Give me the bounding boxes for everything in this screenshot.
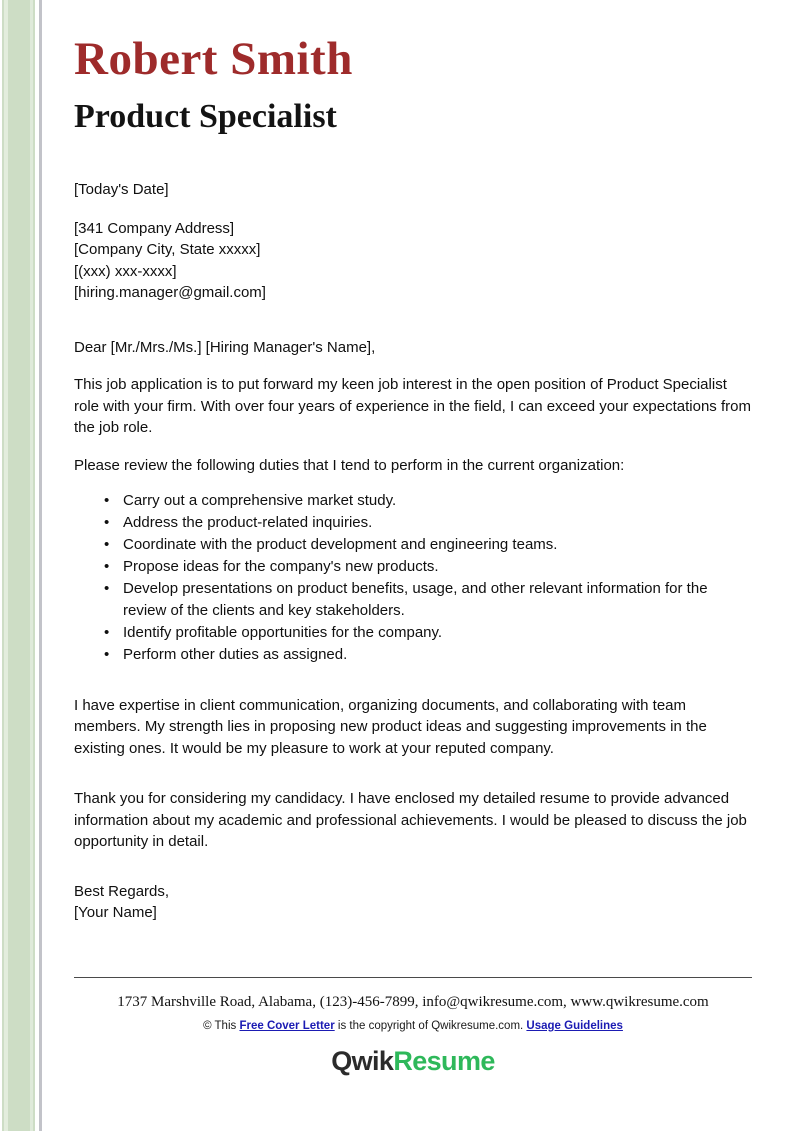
recipient-phone-line: [(xxx) xxx-xxxx] [74, 262, 177, 280]
logo-text-qwik: Qwik [331, 1046, 394, 1076]
list-item-text: Identify profitable opportunities for the company. [123, 623, 443, 641]
page-footer [74, 977, 752, 1077]
footer-copyright [74, 1011, 752, 1032]
bullet-icon: • [104, 536, 110, 553]
list-item [74, 512, 754, 534]
recipient-block [74, 201, 754, 304]
list-item-text: Develop presentations on product benefits, usage, and other relevant information for the review of the clients and key stakeholders. [123, 580, 708, 619]
date-line: [Today's Date] [74, 181, 169, 198]
bullet-icon: • [104, 514, 110, 531]
footer-address: 1737 Marshville Road, Alabama, (123)-456-7899, info@qwikresume.com, www.qwikresume.com [117, 994, 709, 1010]
list-item-text: Propose ideas for the company's new products. [123, 558, 439, 575]
list-item [74, 644, 754, 666]
sidebar-highlight-right [30, 0, 33, 1131]
signature-name: [Your Name] [74, 904, 157, 921]
list-item [74, 556, 754, 578]
list-item-text: Perform other duties as assigned. [123, 645, 348, 663]
list-item [74, 578, 754, 622]
list-item-text: Address the product-related inquiries. [123, 514, 373, 531]
list-item-text: Carry out a comprehensive market study. [123, 492, 397, 509]
recipient-city-line: [Company City, State xxxxx] [74, 241, 261, 258]
expertise-paragraph: I have expertise in client communication, organizing documents, and collaborating with team members. My strength lies in proposing new product ideas and suggesting improvements in the existing ones. It would be my pleasure to work at your reputed company. [74, 696, 707, 757]
signoff-block [74, 853, 754, 924]
list-item-text: Coordinate with the product development and engineering teams. [123, 536, 558, 553]
list-item [74, 490, 754, 512]
sidebar-highlight-left [4, 0, 8, 1131]
closing-paragraph: Thank you for considering my candidacy. I have enclosed my detailed resume to provide advanced information about my academic and professional achievements. I would be pleased to discuss the job opportunity in detail. [74, 790, 747, 850]
duties-intro: Please review the following duties that I tend to perform in the current organization: [74, 456, 625, 474]
salutation: Dear [Mr./Mrs./Ms.] [Hiring Manager's Name], [74, 338, 376, 356]
intro-paragraph: This job application is to put forward my keen job interest in the open position of Product Specialist role with your firm. With over four years of experience in the field, I can exceed your expectations from the job role. [74, 376, 751, 436]
qwikresume-logo[interactable] [74, 1032, 752, 1077]
copyright-prefix: © This [203, 1020, 240, 1032]
recipient-address-line: [341 Company Address] [74, 219, 235, 237]
bullet-icon: • [104, 645, 110, 663]
candidate-job-title: Product Specialist [74, 98, 337, 135]
recipient-email-line: [hiring.manager@gmail.com] [74, 284, 266, 301]
decorative-sidebar [0, 0, 44, 1131]
signoff-text: Best Regards, [74, 882, 170, 900]
bullet-icon: • [104, 580, 110, 597]
free-cover-letter-link[interactable]: Free Cover Letter [239, 1020, 335, 1032]
candidate-name: Robert Smith [74, 33, 353, 85]
usage-guidelines-link[interactable]: Usage Guidelines [526, 1020, 623, 1032]
list-item [74, 534, 754, 556]
bullet-icon: • [104, 558, 110, 575]
letter-content [74, 0, 754, 924]
copyright-middle: is the copyright of Qwikresume.com. [334, 1020, 527, 1032]
sidebar-divider-line [39, 0, 42, 1131]
letter-body [74, 134, 754, 924]
bullet-icon: • [104, 492, 110, 509]
bullet-icon: • [104, 623, 110, 641]
logo-text-resume: Resume [393, 1046, 495, 1076]
duties-list [74, 476, 754, 666]
list-item [74, 622, 754, 644]
